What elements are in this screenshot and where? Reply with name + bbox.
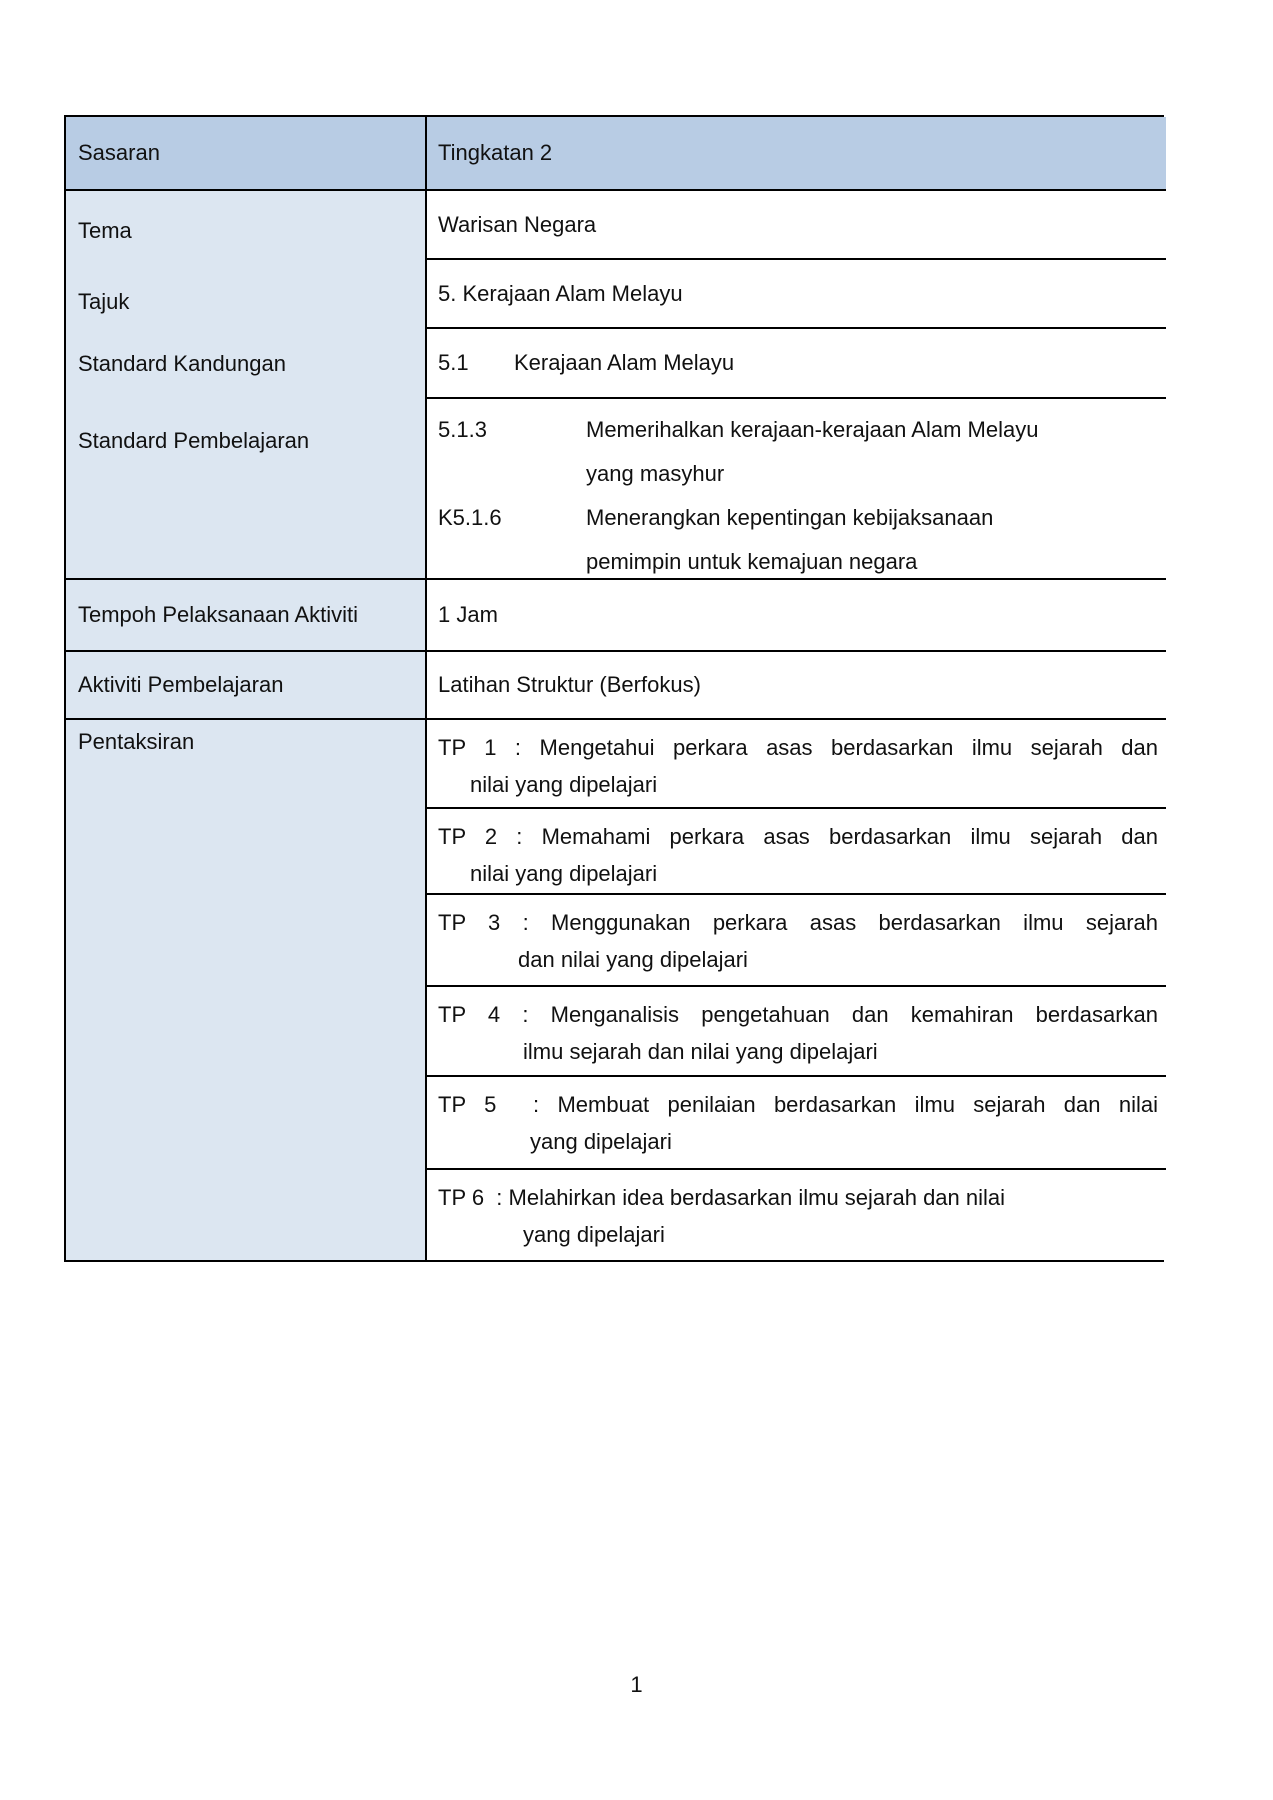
row-label-tema: Tema — [78, 218, 132, 243]
sp-item-text-line1: Menerangkan kepentingan kebijaksanaan — [586, 505, 994, 530]
standard-kandungan-value: Kerajaan Alam Melayu — [514, 350, 735, 375]
tp5-line2: yang dipelajari — [530, 1129, 672, 1154]
header-value-cell — [427, 117, 1166, 191]
sp-item — [438, 408, 1158, 496]
row-value-tema-cell — [427, 191, 1166, 260]
tp1-line1: TP 1 : Mengetahui perkara asas berdasarkan ilmu sejarah dan — [438, 735, 1158, 760]
header-label-cell — [66, 117, 427, 191]
tp-row — [427, 1077, 1166, 1170]
tp4-line2: ilmu sejarah dan nilai yang dipelajari — [523, 1039, 878, 1064]
tp1-line2: nilai yang dipelajari — [470, 772, 658, 797]
row-value-tempoh-cell — [427, 580, 1166, 652]
row-label-standard-kandungan: Standard Kandungan — [78, 351, 286, 376]
lesson-plan-table — [64, 115, 1164, 1262]
row-label-tempoh: Tempoh Pelaksanaan Aktiviti — [78, 602, 359, 627]
row-label-pentaksiran: Pentaksiran — [78, 729, 195, 754]
tp6-line2: yang dipelajari — [523, 1222, 665, 1247]
row-value-standard-kandungan-cell — [427, 329, 1166, 399]
sp-item-text-line1: Memerihalkan kerajaan-kerajaan Alam Melayu — [586, 417, 1039, 442]
sp-item-code: K5.1.6 — [438, 505, 502, 530]
tp3-line2: dan nilai yang dipelajari — [518, 947, 748, 972]
tema-value: Warisan Negara — [438, 211, 597, 237]
tp-row — [427, 809, 1166, 895]
row-value-aktiviti-cell — [427, 652, 1166, 720]
row-label-pentaksiran-cell — [66, 720, 427, 1260]
row-label-aktiviti-cell — [66, 652, 427, 720]
sp-item-code: 5.1.3 — [438, 417, 487, 442]
sp-item — [438, 496, 1158, 580]
header-value: Tingkatan 2 — [438, 140, 553, 165]
tp-row — [427, 720, 1166, 809]
header-label: Sasaran — [78, 140, 160, 165]
tp-row — [427, 895, 1166, 987]
tp3-line1: TP 3 : Menggunakan perkara asas berdasarkan ilmu sejarah — [438, 910, 1158, 935]
page-number: 1 — [630, 1672, 643, 1697]
aktiviti-value: Latihan Struktur (Berfokus) — [438, 672, 701, 697]
row-value-standard-pembelajaran-cell — [427, 399, 1166, 580]
tempoh-value: 1 Jam — [438, 602, 498, 627]
label-column-merged-cell — [66, 191, 427, 580]
tp5-line1: TP 5 : Membuat penilaian berdasarkan ilmu sejarah dan nilai — [438, 1092, 1158, 1117]
row-label-standard-pembelajaran: Standard Pembelajaran — [78, 428, 310, 453]
tp2-line2: nilai yang dipelajari — [470, 861, 658, 886]
tp6-line1: TP 6 : Melahirkan idea berdasarkan ilmu sejarah dan nilai — [438, 1185, 1006, 1210]
tp-row — [427, 987, 1166, 1077]
tajuk-value: 5. Kerajaan Alam Melayu — [438, 280, 683, 306]
tp-row — [427, 1170, 1166, 1260]
row-value-tajuk-cell — [427, 260, 1166, 329]
row-label-tempoh-cell — [66, 580, 427, 652]
sp-item-text-line2: yang masyhur — [586, 461, 725, 486]
tp2-line1: TP 2 : Memahami perkara asas berdasarkan ilmu sejarah dan — [438, 824, 1158, 849]
tp4-line1: TP 4 : Menganalisis pengetahuan dan kemahiran berdasarkan — [438, 1002, 1158, 1027]
sp-item-text-line2: pemimpin untuk kemajuan negara — [586, 549, 918, 574]
standard-kandungan-code: 5.1 — [438, 350, 469, 375]
row-label-aktiviti: Aktiviti Pembelajaran — [78, 672, 284, 697]
row-label-tajuk: Tajuk — [78, 289, 130, 314]
